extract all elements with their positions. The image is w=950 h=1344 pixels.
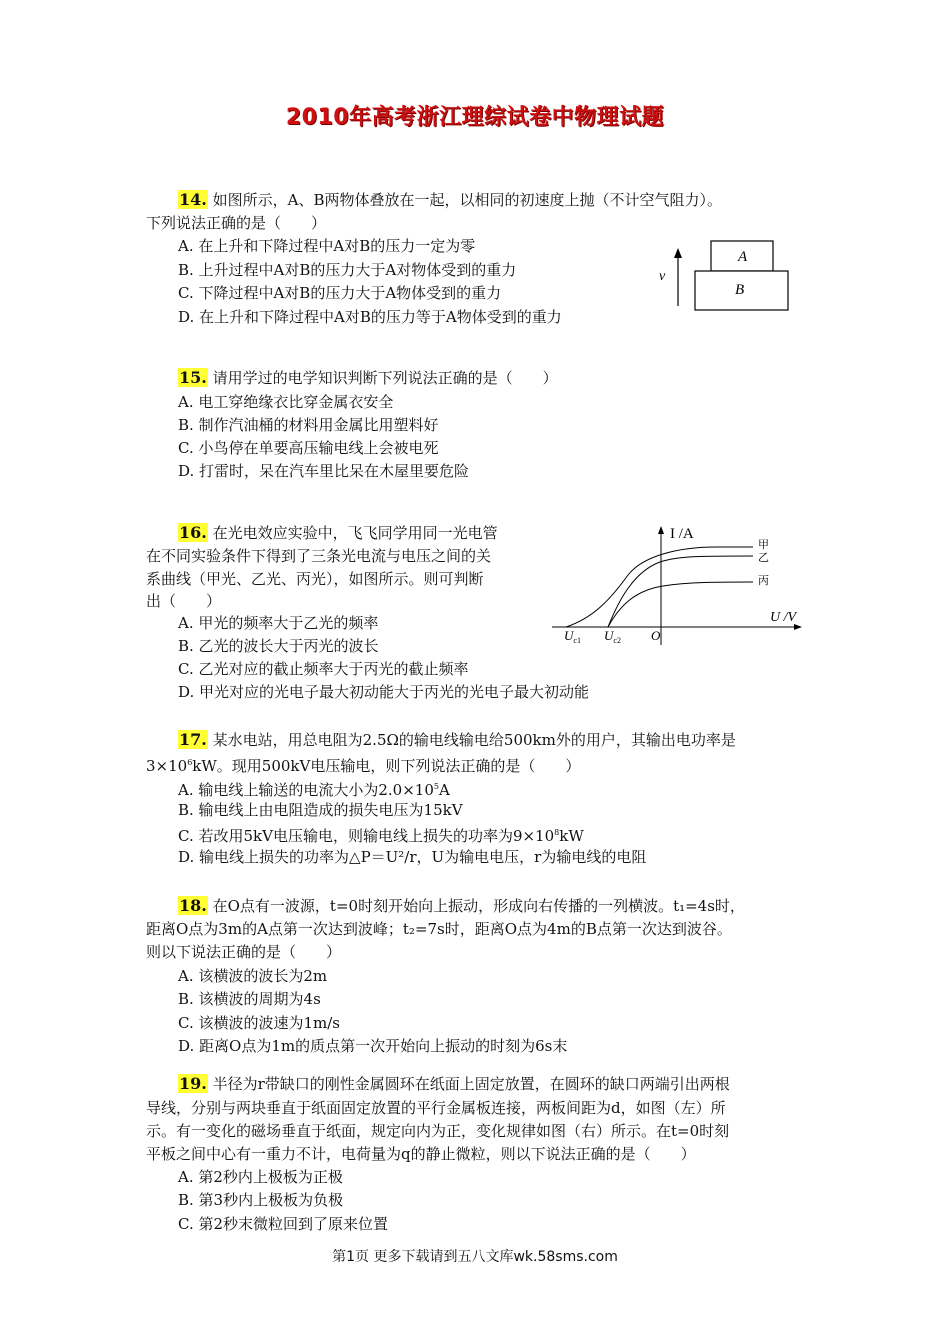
q17-stem1: 某水电站，用总电阻为2.5Ω的输电线输电给500km外的用户，其输出电功率是 xyxy=(212,731,736,749)
q14-option-b: B. 上升过程中A对B的压力大于A对物体受到的重力 xyxy=(178,261,517,279)
q15-option-b: B. 制作汽油桶的材料用金属比用塑料好 xyxy=(178,416,439,434)
q16-option-d: D. 甲光对应的光电子最大初动能大于丙光的光电子最大初动能 xyxy=(178,683,590,701)
q16-stem-line1 xyxy=(178,522,498,544)
q14-stem2: 下列说法正确的是（ ） xyxy=(146,214,327,232)
q15-option-d: D. 打雷时，呆在汽车里比呆在木屋里要危险 xyxy=(178,462,470,480)
q15-option-a: A. 电工穿绝缘衣比穿金属衣安全 xyxy=(178,393,394,411)
q17-option-d: D. 输电线上损失的功率为△P＝U²/r，U为输电电压，r为输电线的电阻 xyxy=(178,848,647,866)
q17-number: 17. xyxy=(179,730,207,749)
q17-stem2: $3\times 10^6kW$。现用500kV电压输电，则下列说法正确的是（ ） xyxy=(146,757,581,775)
velocity-label: v xyxy=(659,269,666,284)
q16-stem2: 在不同实验条件下得到了三条光电流与电压之间的关 xyxy=(146,547,492,565)
curve-jia-label: 甲 xyxy=(758,539,769,551)
curve-yi-label: 乙 xyxy=(758,552,769,564)
uc2-label: $U_{c2}$ xyxy=(604,628,621,645)
block-a-label: A xyxy=(738,249,748,265)
velocity-arrowhead xyxy=(674,248,682,258)
q18-option-d: D. 距离O点为1m的质点第一次开始向上振动的时刻为6s末 xyxy=(178,1037,568,1055)
q16-stem4: 出（ ） xyxy=(146,592,222,610)
q19-stem1: 半径为r带缺口的刚性金属圆环在纸面上固定放置，在圆环的缺口两端引出两根 xyxy=(212,1075,730,1093)
q19-stem2: 导线，分别与两块垂直于纸面固定放置的平行金属板连接，两板间距为d，如图（左）所 xyxy=(146,1099,726,1117)
q18-option-a: A. 该横波的波长为2m xyxy=(178,967,328,985)
q17-option-a: A. 输电线上输送的电流大小为$2.0\times 10^5A$ xyxy=(178,781,450,799)
curve-yi xyxy=(608,556,753,627)
q14-option-c: C. 下降过程中A对B的压力大于A物体受到的重力 xyxy=(178,284,502,302)
q14-option-d: D. 在上升和下降过程中A对B的压力等于A物体受到的重力 xyxy=(178,308,562,326)
q16-option-a: A. 甲光的频率大于乙光的频率 xyxy=(178,614,379,632)
i-axis-arrow xyxy=(658,526,664,534)
q18-option-b: B. 该横波的周期为4s xyxy=(178,990,321,1008)
q18-stem2: 距离O点为3m的A点第一次达到波峰；t₂=7s时，距离O点为4m的B点第一次达到波谷。 xyxy=(146,920,732,938)
q19-stem4: 平板之间中心有一重力不计，电荷量为q的静止微粒，则以下说法正确的是（ ） xyxy=(146,1145,696,1163)
q14-stem1: 如图所示，A、B两物体叠放在一起，以相同的初速度上抛（不计空气阻力）。 xyxy=(212,191,722,209)
q16-number: 16. xyxy=(179,523,207,542)
curve-bing-label: 丙 xyxy=(758,575,769,587)
q18-stem3: 则以下说法正确的是（ ） xyxy=(146,943,342,961)
q16-option-b: B. 乙光的波长大于丙光的波长 xyxy=(178,637,379,655)
q18-number: 18. xyxy=(179,896,207,915)
q14-figure xyxy=(650,236,795,316)
q15-stem-line1 xyxy=(178,367,558,389)
q16-iv-graph xyxy=(548,520,808,650)
q19-stem-line1 xyxy=(178,1073,730,1095)
uc1-label: $U_{c1}$ xyxy=(564,628,581,645)
i-axis-label: I /A xyxy=(670,526,694,542)
q19-option-c: C. 第2秒末微粒回到了原来位置 xyxy=(178,1215,389,1233)
u-axis-label: U /V xyxy=(770,610,797,625)
q15-option-c: C. 小鸟停在单要高压输电线上会被电死 xyxy=(178,439,439,457)
q17-option-c: C. 若改用5kV电压输电，则输电线上损失的功率为$9\times 10^8kW$ xyxy=(178,827,584,845)
q16-stem1: 在光电效应实验中，飞飞同学用同一光电管 xyxy=(212,524,498,542)
q18-option-c: C. 该横波的波速为1m/s xyxy=(178,1014,340,1032)
q19-option-a: A. 第2秒内上极板为正极 xyxy=(178,1168,343,1186)
curve-bing xyxy=(608,582,753,627)
q14-number: 14. xyxy=(179,190,207,209)
q19-stem3: 示。有一变化的磁场垂直于纸面，规定向内为正，变化规律如图（右）所示。在t=0时刻 xyxy=(146,1122,730,1140)
block-b-label: B xyxy=(735,282,745,298)
page-title: 2010年高考浙江理综试卷中物理试题 xyxy=(285,105,665,130)
page-footer: 第1页 更多下载请到五八文库wk.58sms.com xyxy=(332,1249,618,1265)
q14-option-a: A. 在上升和下降过程中A对B的压力一定为零 xyxy=(178,237,476,255)
q16-stem3: 系曲线（甲光、乙光、丙光），如图所示。则可判断 xyxy=(146,570,484,588)
q15-stem1: 请用学过的电学知识判断下列说法正确的是（ ） xyxy=(212,369,558,387)
q19-option-b: B. 第3秒内上极板为负极 xyxy=(178,1191,344,1209)
q17-option-b: B. 输电线上由电阻造成的损失电压为15kV xyxy=(178,801,463,819)
q17-stem-line1 xyxy=(178,729,736,751)
q16-option-c: C. 乙光对应的截止频率大于丙光的截止频率 xyxy=(178,660,469,678)
q18-stem1: 在O点有一波源，t=0时刻开始向上振动，形成向右传播的一列横波。t₁=4s时， xyxy=(212,897,745,915)
origin-label: O xyxy=(651,628,661,643)
q14-stem-line1 xyxy=(178,189,722,211)
q19-number: 19. xyxy=(179,1074,207,1093)
q15-number: 15. xyxy=(179,368,207,387)
q18-stem-line1 xyxy=(178,895,745,917)
